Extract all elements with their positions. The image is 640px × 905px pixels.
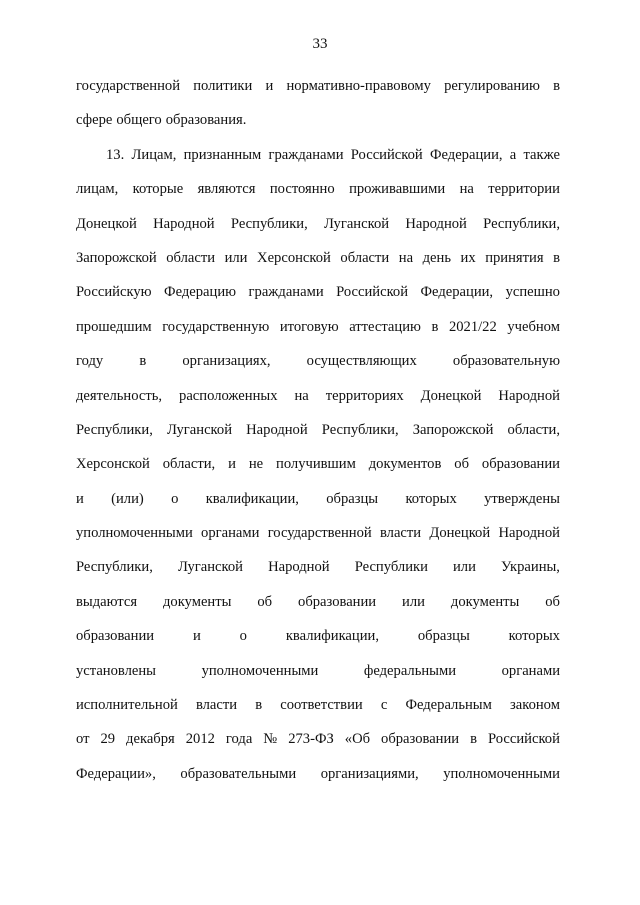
word: соответствии xyxy=(280,697,363,714)
word: власти xyxy=(195,697,238,714)
word: лицам, xyxy=(76,181,119,198)
word: не xyxy=(248,456,264,473)
page-number: 33 xyxy=(312,36,328,52)
word: области xyxy=(166,249,216,266)
word: в xyxy=(553,249,560,266)
word: выдаются xyxy=(76,593,138,610)
word: их xyxy=(460,249,476,266)
word: образцы xyxy=(326,490,379,507)
word: Народной xyxy=(268,559,330,576)
text-line xyxy=(76,142,560,176)
word: проживавшими xyxy=(349,181,446,198)
word: Херсонской xyxy=(76,456,150,473)
word: власти xyxy=(379,525,422,542)
text-line xyxy=(76,692,560,726)
text-line xyxy=(76,520,560,554)
word: года xyxy=(225,731,253,748)
word: образования. xyxy=(165,112,247,129)
word: документов xyxy=(368,456,442,473)
word: образовательными xyxy=(180,765,297,782)
word: нормативно-правовому xyxy=(286,78,431,94)
word: о xyxy=(239,628,247,645)
word: Республики, xyxy=(76,559,153,576)
word: государственную xyxy=(162,318,270,335)
text-line xyxy=(76,451,560,485)
text-line xyxy=(76,176,560,210)
word: Донецкой xyxy=(76,215,137,232)
word: Республики, xyxy=(230,215,308,232)
text-line xyxy=(76,486,560,520)
word: об xyxy=(545,593,560,610)
word: или xyxy=(402,593,425,610)
word: Украины, xyxy=(500,559,560,576)
word: деятельность, xyxy=(76,387,163,404)
word: являются xyxy=(197,181,256,198)
word: сфере xyxy=(76,112,113,129)
word: Запорожской xyxy=(412,421,494,438)
text-line xyxy=(76,211,560,245)
word: образовании xyxy=(481,456,560,473)
word: Республики, xyxy=(321,421,399,438)
word: в xyxy=(431,318,439,335)
word: на xyxy=(398,249,414,266)
word: и xyxy=(228,456,236,473)
word: Российской xyxy=(487,731,560,748)
word: в xyxy=(470,731,477,748)
word: образовании xyxy=(76,628,155,645)
word: уполномоченными xyxy=(76,525,193,542)
text-line xyxy=(76,761,560,795)
word: и xyxy=(265,78,274,94)
word: организациях, xyxy=(182,353,271,370)
body-text xyxy=(76,73,560,795)
word: о xyxy=(171,490,179,507)
text-line xyxy=(76,726,560,760)
word: декабря xyxy=(126,731,175,748)
text-line xyxy=(76,623,560,657)
word: Донецкой xyxy=(420,387,482,404)
word: успешно xyxy=(505,284,560,301)
word: образовательную xyxy=(452,353,560,370)
word: которых xyxy=(508,628,560,645)
text-line xyxy=(76,383,560,417)
word: постоянно xyxy=(269,181,335,198)
text-line xyxy=(76,73,560,107)
text-line xyxy=(76,554,560,588)
word: Народной xyxy=(153,215,215,232)
word: которые xyxy=(132,181,184,198)
word: осуществляющих xyxy=(306,353,417,370)
word: утверждены xyxy=(484,490,560,507)
word: Республики, xyxy=(483,215,560,232)
word: на xyxy=(294,387,309,404)
word: территории xyxy=(488,181,560,198)
word: Федерацию xyxy=(164,284,237,301)
word: в xyxy=(139,353,147,370)
word: Народной xyxy=(246,421,308,438)
word: Народной xyxy=(405,215,467,232)
text-line xyxy=(76,245,560,279)
word: образовании xyxy=(298,593,377,610)
text-line xyxy=(76,348,560,382)
word: 273-ФЗ xyxy=(288,731,334,748)
word: органами xyxy=(201,525,260,542)
word: образцы xyxy=(417,628,470,645)
word: «Об xyxy=(344,731,371,748)
word: исполнительной xyxy=(76,697,178,714)
word: 29 xyxy=(100,731,116,748)
word: Российскую xyxy=(76,284,152,301)
word: на xyxy=(459,181,474,198)
word: и xyxy=(192,628,201,645)
word: Федерации», xyxy=(76,765,156,782)
word: Российской xyxy=(336,284,409,301)
word: (или) xyxy=(111,490,144,507)
word: учебном xyxy=(507,318,560,335)
word: которых xyxy=(405,490,457,507)
word: Федерации, xyxy=(429,146,503,163)
word: законом xyxy=(509,697,560,714)
word: или xyxy=(224,249,248,266)
word: органами xyxy=(501,662,560,679)
word: Луганской xyxy=(166,421,233,438)
word: Запорожской xyxy=(76,249,157,266)
word: об xyxy=(454,456,469,473)
word: также xyxy=(523,146,560,163)
word: 2021/22 xyxy=(448,318,497,335)
word: Народной xyxy=(498,525,560,542)
word: Федеральным xyxy=(405,697,492,714)
word: Республики, xyxy=(76,421,153,438)
word: признанным xyxy=(183,146,262,163)
word: уполномоченными xyxy=(201,662,319,679)
text-line xyxy=(76,658,560,692)
word: области, xyxy=(507,421,560,438)
text-line xyxy=(76,417,560,451)
word: 13. xyxy=(106,146,125,163)
word: государственной xyxy=(267,525,372,542)
word: Российской xyxy=(350,146,423,163)
word: с xyxy=(380,697,388,714)
word: принятия xyxy=(485,249,544,266)
word: уполномоченными xyxy=(443,765,560,782)
word: образовании xyxy=(381,731,460,748)
word: в xyxy=(553,78,560,94)
word: политики xyxy=(193,78,253,94)
word: Луганской xyxy=(324,215,390,232)
word: организациями, xyxy=(320,765,419,782)
word: получившим xyxy=(276,456,356,473)
word: гражданами xyxy=(268,146,344,163)
word: Луганской xyxy=(177,559,243,576)
word: Херсонской xyxy=(257,249,331,266)
text-line xyxy=(76,589,560,623)
word: аттестацию xyxy=(349,318,421,335)
word: 2012 xyxy=(185,731,215,748)
word: итоговую xyxy=(279,318,339,335)
word: день xyxy=(422,249,451,266)
word: Федерации, xyxy=(420,284,494,301)
word: документы xyxy=(163,593,232,610)
word: и xyxy=(76,490,84,507)
word: области xyxy=(340,249,390,266)
word: государственной xyxy=(76,78,181,94)
word: Республики xyxy=(354,559,428,576)
word: об xyxy=(257,593,273,610)
word: федеральными xyxy=(363,662,457,679)
word: территориях xyxy=(325,387,404,404)
word: Донецкой xyxy=(429,525,491,542)
word: общего xyxy=(116,112,162,129)
word: квалификации, xyxy=(285,628,379,645)
text-line xyxy=(76,107,560,141)
word: установлены xyxy=(76,662,156,679)
word: регулированию xyxy=(444,78,540,94)
word: документы xyxy=(450,593,520,610)
word: в xyxy=(255,697,263,714)
word: Лицам, xyxy=(131,146,177,163)
text-line xyxy=(76,314,560,348)
text-line xyxy=(76,279,560,313)
word: расположенных xyxy=(179,387,278,404)
word: Народной xyxy=(498,387,560,404)
word: гражданами xyxy=(248,284,324,301)
word: квалификации, xyxy=(205,490,299,507)
word: № xyxy=(263,731,278,748)
word: или xyxy=(452,559,476,576)
word: а xyxy=(509,146,517,163)
word: году xyxy=(76,353,104,370)
word: прошедшим xyxy=(76,318,152,335)
word: от xyxy=(76,731,90,748)
word: области, xyxy=(162,456,216,473)
